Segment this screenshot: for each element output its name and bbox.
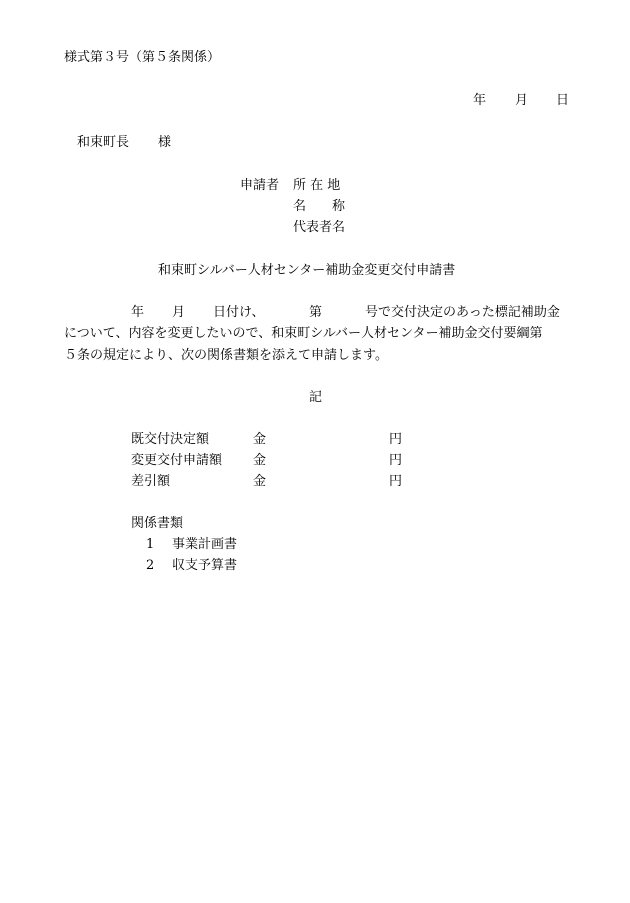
body-year: 年 (131, 305, 145, 320)
body-month: 月 (172, 305, 186, 320)
body-rest: 号で交付決定のあった標記補助金 (365, 305, 560, 320)
amount-row (0, 454, 630, 470)
amount-prefix: 金 (253, 474, 267, 489)
amount-unit: 円 (389, 453, 403, 468)
amount-label: 既交付決定額 (131, 432, 210, 447)
amount-row (0, 475, 630, 491)
list-item-text: 収支予算書 (172, 558, 238, 573)
body-line-1 (0, 306, 630, 322)
amount-label: 差引額 (131, 474, 171, 489)
related-docs-heading: 関係書類 (131, 516, 184, 531)
ki-heading: 記 (309, 390, 323, 405)
list-item (0, 559, 630, 575)
applicant-address-label: 所 在 地 (293, 178, 341, 193)
body-line-3: ５条の規定により、次の関係書類を添えて申請します。 (64, 348, 388, 363)
body-line-2: について、内容を変更したいので、和束町シルバー人材センター補助金交付要綱第 (64, 326, 543, 341)
applicant-label: 申請者 (240, 178, 280, 193)
applicant-name-label: 名 称 (293, 199, 346, 214)
date-year: 年 (473, 93, 487, 108)
amount-prefix: 金 (253, 432, 267, 447)
amount-row (0, 433, 630, 449)
body-dai: 第 (309, 305, 323, 320)
amount-unit: 円 (389, 432, 403, 447)
list-item-number: 2 (146, 558, 155, 573)
list-item (0, 538, 630, 554)
addressee-honorific: 様 (158, 135, 172, 150)
list-item-text: 事業計画書 (172, 537, 238, 552)
list-item-number: 1 (146, 537, 155, 552)
applicant-representative-label: 代表者名 (293, 220, 346, 235)
document-title: 和束町シルバー人材センター補助金変更交付申請書 (158, 263, 456, 278)
body-dated: 日付け、 (213, 305, 265, 320)
amount-label: 変更交付申請額 (131, 453, 223, 468)
date-month: 月 (515, 93, 529, 108)
amount-prefix: 金 (253, 453, 267, 468)
addressee-name: 和束町長 (77, 135, 130, 150)
form-number: 様式第３号（第５条関係） (64, 50, 221, 65)
amount-unit: 円 (389, 474, 403, 489)
date-day: 日 (556, 93, 570, 108)
